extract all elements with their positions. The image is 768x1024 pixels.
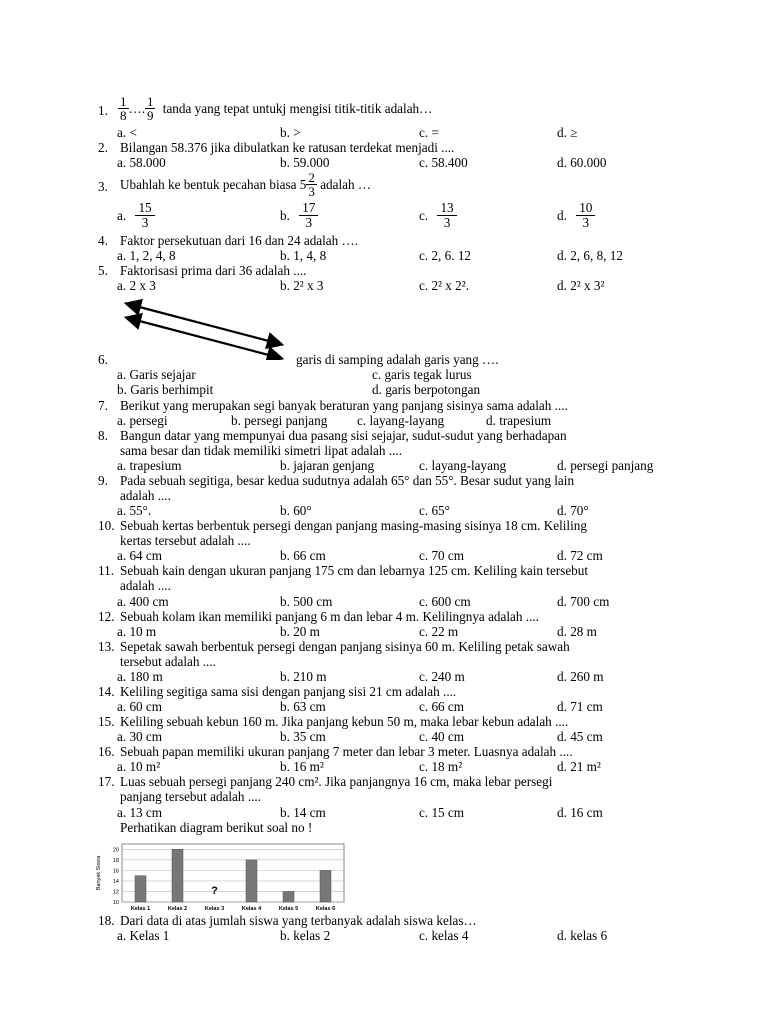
option-c[interactable]: c. 600 cm [419, 594, 471, 609]
option-a[interactable]: a. persegi [117, 413, 168, 428]
fraction: $\frac{2}{3}$ [308, 170, 315, 199]
option-a[interactable]: a. $\frac{15}{3}$ [117, 201, 155, 230]
question-text: Keliling segitiga sama sisi dengan panjang sisi 21 cm adalah .... [120, 684, 457, 699]
option-b[interactable]: b. 59.000 [280, 155, 330, 170]
question-text-cont: kertas tersebut adalah .... [120, 533, 251, 548]
option-a[interactable]: a. 60 cm [117, 699, 163, 714]
option-d[interactable]: d. persegi panjang [557, 458, 654, 473]
option-b[interactable]: b. 35 cm [280, 729, 326, 744]
option-c[interactable]: c. layang-layang [357, 413, 445, 428]
option-b[interactable]: b. 210 m [280, 669, 327, 684]
option-b[interactable]: b. 14 cm [280, 805, 326, 820]
fraction: $\frac{15}{3}$ [135, 201, 154, 230]
option-d[interactable]: d. 2² x 3² [557, 278, 605, 293]
question-text-cont: adalah .... [120, 578, 171, 593]
option-d[interactable]: d. 45 cm [557, 729, 603, 744]
question-text-cont: sama besar dan tidak memiliki simetri lipat adalah .... [120, 443, 402, 458]
question-number: 6. [98, 352, 108, 367]
bar-chart [92, 838, 348, 916]
question-text: Luas sebuah persegi panjang 240 cm². Jika panjangnya 16 cm, maka lebar persegi [120, 774, 553, 789]
option-a[interactable]: a. 1, 2, 4, 8 [117, 248, 176, 263]
parallel-lines-figure [120, 298, 290, 360]
y-axis-label: Banyak Siswa [96, 855, 102, 891]
y-tick-label: 14 [112, 878, 119, 885]
chart-intro: Perhatikan diagram berikut soal no ! [120, 820, 313, 835]
option-c[interactable]: c. garis tegak lurus [372, 367, 472, 382]
option-d[interactable]: d. 260 m [557, 669, 604, 684]
question-text-cont: adalah .... [120, 488, 171, 503]
y-tick-label: 10 [112, 900, 119, 906]
question-text-cont: tersebut adalah .... [120, 654, 216, 669]
x-tick-label: Kelas 3 [204, 906, 225, 912]
fraction: $\frac{17}{3}$ [299, 201, 318, 230]
option-c[interactable]: c. 18 m² [419, 759, 463, 774]
question-text: Sebuah kertas berbentuk persegi dengan panjang masing-masing sisinya 18 cm. Keliling [120, 518, 587, 533]
option-b[interactable]: b. 500 cm [280, 594, 333, 609]
bar [172, 849, 183, 902]
question-text-cont: panjang tersebut adalah .... [120, 789, 261, 804]
y-tick-label: 16 [112, 868, 119, 875]
option-a[interactable]: a. Kelas 1 [117, 928, 170, 943]
question-text: Berikut yang merupakan segi banyak beraturan yang panjang sisinya sama adalah .... [120, 398, 568, 413]
question-number: 12. [98, 609, 115, 624]
option-d[interactable]: d. ≥ [557, 125, 578, 140]
question-text: $\frac{1}{8}$ …. $\frac{1}{9}$ tanda yang tepat untukj mengisi titik-titik adalah… [120, 94, 433, 123]
question-number: 16. [98, 744, 115, 759]
question-number: 10. [98, 518, 115, 533]
option-b[interactable]: b. persegi panjang [231, 413, 328, 428]
question-number: 8. [98, 428, 108, 443]
option-b[interactable]: b. 66 cm [280, 548, 326, 563]
option-c[interactable]: c. 58.400 [419, 155, 468, 170]
option-c[interactable]: c. 40 cm [419, 729, 465, 744]
option-c[interactable]: c. = [419, 125, 439, 140]
question-number: 5. [98, 263, 108, 278]
question-text: Faktorisasi prima dari 36 adalah .... [120, 263, 307, 278]
question-number: 14. [98, 684, 115, 699]
option-d[interactable]: d. 28 m [557, 624, 597, 639]
option-d[interactable]: d. 71 cm [557, 699, 603, 714]
question-text: garis di samping adalah garis yang …. [296, 352, 499, 367]
option-c[interactable]: c. 66 cm [419, 699, 465, 714]
option-d[interactable]: d. 70° [557, 503, 589, 518]
option-a[interactable]: a. 13 cm [117, 805, 163, 820]
option-b[interactable]: b. 1, 4, 8 [280, 248, 327, 263]
question-text: Sebuah papan memiliki ukuran panjang 7 meter dan lebar 3 meter. Luasnya adalah .... [120, 744, 573, 759]
option-d[interactable]: d. 72 cm [557, 548, 603, 563]
option-a[interactable]: a. 10 m [117, 624, 157, 639]
option-c[interactable]: c. 22 m [419, 624, 459, 639]
option-b[interactable]: b. 16 m² [280, 759, 324, 774]
option-d[interactable]: d. 21 m² [557, 759, 601, 774]
option-a[interactable]: a. trapesium [117, 458, 182, 473]
missing-value-label: ? [211, 885, 218, 897]
y-tick-label: 20 [112, 847, 119, 854]
fraction: $\frac{10}{3}$ [576, 201, 595, 230]
option-b[interactable]: b. jajaran genjang [280, 458, 375, 473]
option-b[interactable]: b. 60° [280, 503, 312, 518]
option-b[interactable]: b. $\frac{17}{3}$ [280, 201, 318, 230]
plot-area [122, 844, 344, 902]
option-b[interactable]: b. > [280, 125, 301, 140]
y-tick-label: 12 [112, 889, 119, 896]
question-number: 9. [98, 473, 108, 488]
option-c[interactable]: c. 2, 6. 12 [419, 248, 472, 263]
option-d[interactable]: d. garis berpotongan [372, 382, 481, 397]
option-a[interactable]: a. 64 cm [117, 548, 163, 563]
question-text: Faktor persekutuan dari 16 dan 24 adalah …. [120, 233, 359, 248]
fraction: $\frac{1}{9}$ [146, 94, 154, 123]
question-number: 18. [98, 913, 115, 928]
option-d[interactable]: d. 60.000 [557, 155, 607, 170]
option-b[interactable]: b. Garis berhimpit [117, 382, 214, 397]
bar [320, 870, 331, 902]
option-b[interactable]: b. 20 m [280, 624, 320, 639]
bar [283, 891, 294, 902]
question-text: Keliling sebuah kebun 160 m. Jika panjang kebun 50 m, maka lebar kebun adalah .... [120, 714, 569, 729]
x-tick-label: Kelas 6 [315, 906, 336, 912]
question-number: 15. [98, 714, 115, 729]
option-a[interactable]: a. 10 m² [117, 759, 161, 774]
option-c[interactable]: c. 70 cm [419, 548, 465, 563]
x-tick-label: Kelas 4 [241, 906, 262, 912]
question-text: Sebuah kain dengan ukuran panjang 175 cm dan lebarnya 125 cm. Keliling kain tersebut [120, 563, 589, 578]
x-tick-label: Kelas 5 [278, 906, 299, 912]
option-a[interactable]: a. 180 m [117, 669, 163, 684]
question-text: Bilangan 58.376 jika dibulatkan ke ratusan terdekat menjadi .... [120, 140, 455, 155]
question-text: Sepetak sawah berbentuk persegi dengan panjang sisinya 60 m. Keliling petak sawah [120, 639, 570, 654]
question-number: 4. [98, 233, 108, 248]
fraction: $\frac{13}{3}$ [437, 201, 456, 230]
option-a[interactable]: a. 55°. [117, 503, 152, 518]
option-d[interactable]: d. 16 cm [557, 805, 603, 820]
bar [135, 876, 146, 902]
option-c[interactable]: c. layang-layang [419, 458, 507, 473]
option-b[interactable]: b. kelas 2 [280, 928, 331, 943]
option-a[interactable]: a. 58.000 [117, 155, 166, 170]
question-number: 1. [98, 103, 108, 118]
question-text: Ubahlah ke bentuk pecahan biasa 5 $\frac{2}{3}$ adalah … [120, 170, 372, 199]
question-text: Pada sebuah segitiga, besar kedua sudutnya adalah 65° dan 55°. Besar sudut yang lain [120, 473, 575, 488]
option-c[interactable]: c. $\frac{13}{3}$ [419, 201, 457, 230]
question-text: Dari data di atas jumlah siswa yang terbanyak adalah siswa kelas… [120, 913, 477, 928]
option-c[interactable]: c. 2² x 2². [419, 278, 470, 293]
question-number: 17. [98, 774, 115, 789]
option-d[interactable]: d. kelas 6 [557, 928, 608, 943]
option-d[interactable]: d. 700 cm [557, 594, 610, 609]
option-c[interactable]: c. kelas 4 [419, 928, 469, 943]
option-b[interactable]: b. 63 cm [280, 699, 326, 714]
x-tick-label: Kelas 1 [130, 906, 151, 912]
x-tick-label: Kelas 2 [167, 906, 188, 912]
option-c[interactable]: c. 15 cm [419, 805, 465, 820]
option-c[interactable]: c. 65° [419, 503, 450, 518]
fraction: $\frac{1}{8}$ [120, 94, 127, 123]
option-a[interactable]: a. Garis sejajar [117, 367, 196, 382]
option-d[interactable]: d. 2, 6, 8, 12 [557, 248, 623, 263]
question-number: 3. [98, 179, 108, 194]
option-a[interactable]: a. < [117, 125, 137, 140]
question-number: 2. [98, 140, 108, 155]
option-a[interactable]: a. 2 x 3 [117, 278, 156, 293]
bar [246, 860, 257, 902]
question-text: Sebuah kolam ikan memiliki panjang 6 m dan lebar 4 m. Kelilingnya adalah .... [120, 609, 539, 624]
option-d[interactable]: d. trapesium [486, 413, 552, 428]
question-text: Bangun datar yang mempunyai dua pasang sisi sejajar, sudut-sudut yang berhadapan [120, 428, 567, 443]
question-number: 11. [98, 563, 114, 578]
question-number: 13. [98, 639, 115, 654]
option-d[interactable]: d. $\frac{10}{3}$ [557, 201, 595, 230]
option-c[interactable]: c. 240 m [419, 669, 465, 684]
option-b[interactable]: b. 2² x 3 [280, 278, 324, 293]
question-number: 7. [98, 398, 108, 413]
y-tick-label: 18 [112, 857, 119, 864]
option-a[interactable]: a. 400 cm [117, 594, 169, 609]
option-a[interactable]: a. 30 cm [117, 729, 163, 744]
